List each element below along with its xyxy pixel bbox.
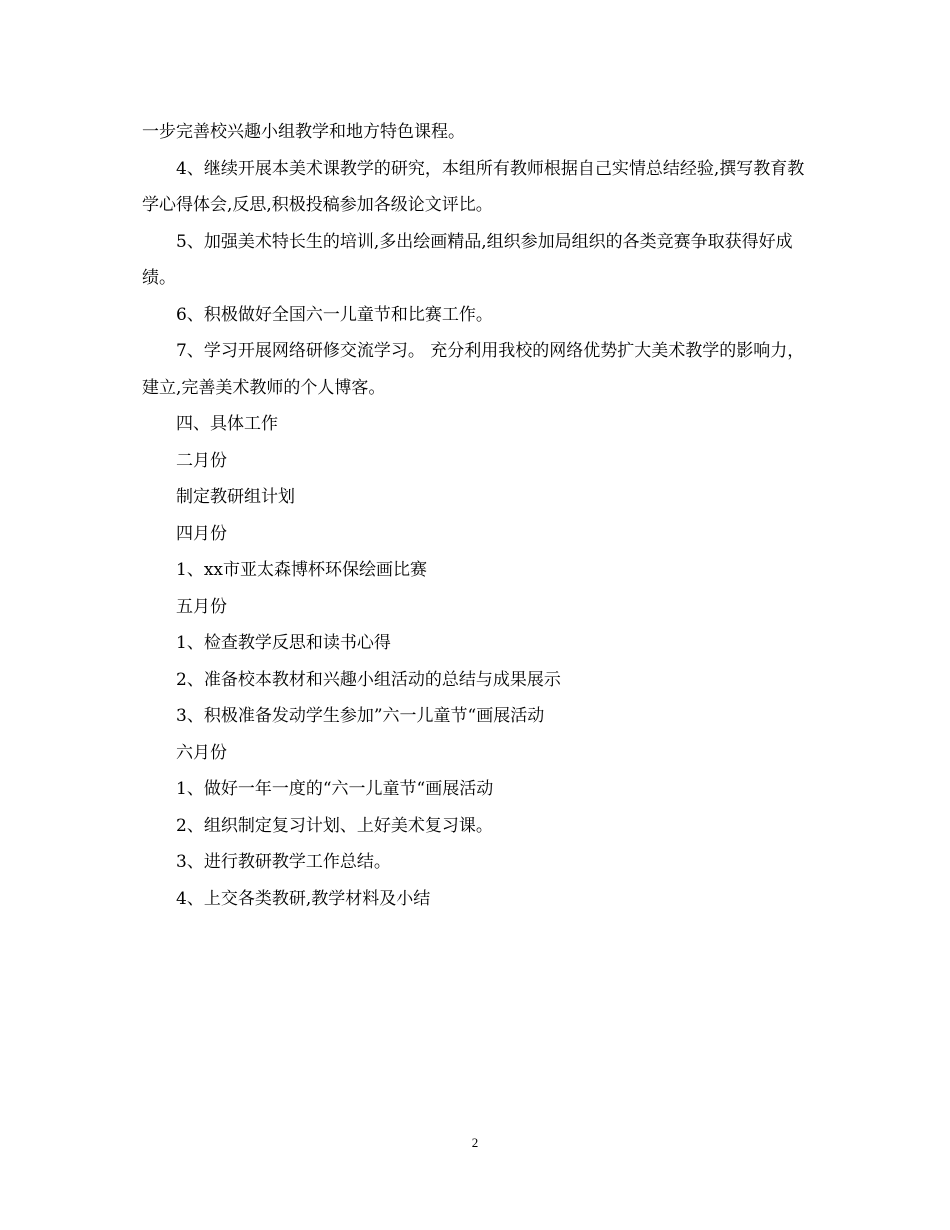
list-item: 1、检查教学反思和读书心得 [176, 633, 391, 653]
list-item: 1、做好一年一度的“六一儿童节“画展活动 [176, 779, 494, 799]
month-heading: 四月份 [176, 523, 227, 544]
list-item: 2、组织制定复习计划、上好美术复习课。 [176, 815, 493, 836]
list-item: 4、上交各类教研,教学材料及小结 [176, 888, 431, 909]
paragraph: 5、加强美术特长生的培训,多出绘画精品,组织参加局组织的各类竞赛争取获得好成绩。 [142, 231, 793, 288]
list-item: 制定教研组计划 [176, 487, 295, 507]
section-heading: 四、具体工作 [176, 414, 278, 434]
month-heading: 五月份 [176, 596, 227, 617]
paragraph: 一步完善校兴趣小组教学和地方特色课程。 [142, 122, 465, 142]
month-heading: 二月份 [176, 450, 227, 471]
paragraph: 4、继续开展本美术课教学的研究，本组所有教师根据自己实情总结经验,撰写教育教学心得体会,反思,积极投稿参加各级论文评比。 [142, 158, 805, 215]
paragraph: 7、学习开展网络研修交流学习。 充分利用我校的网络优势扩大美术教学的影响力，建立,完善美术教师的个人博客。 [142, 341, 805, 398]
page-number: 2 [471, 1135, 479, 1150]
paragraph: 6、积极做好全国六一儿童节和比赛工作。 [176, 304, 493, 325]
list-item: 3、积极准备发动学生参加”六一儿童节“画展活动 [176, 706, 545, 726]
list-item: 3、进行教研教学工作总结。 [176, 852, 391, 872]
month-heading: 六月份 [176, 742, 227, 763]
list-item: 2、准备校本教材和兴趣小组活动的总结与成果展示 [176, 669, 561, 690]
list-item: 1、xx市亚太森博杯环保绘画比赛 [176, 560, 427, 580]
document-body [142, 114, 810, 917]
